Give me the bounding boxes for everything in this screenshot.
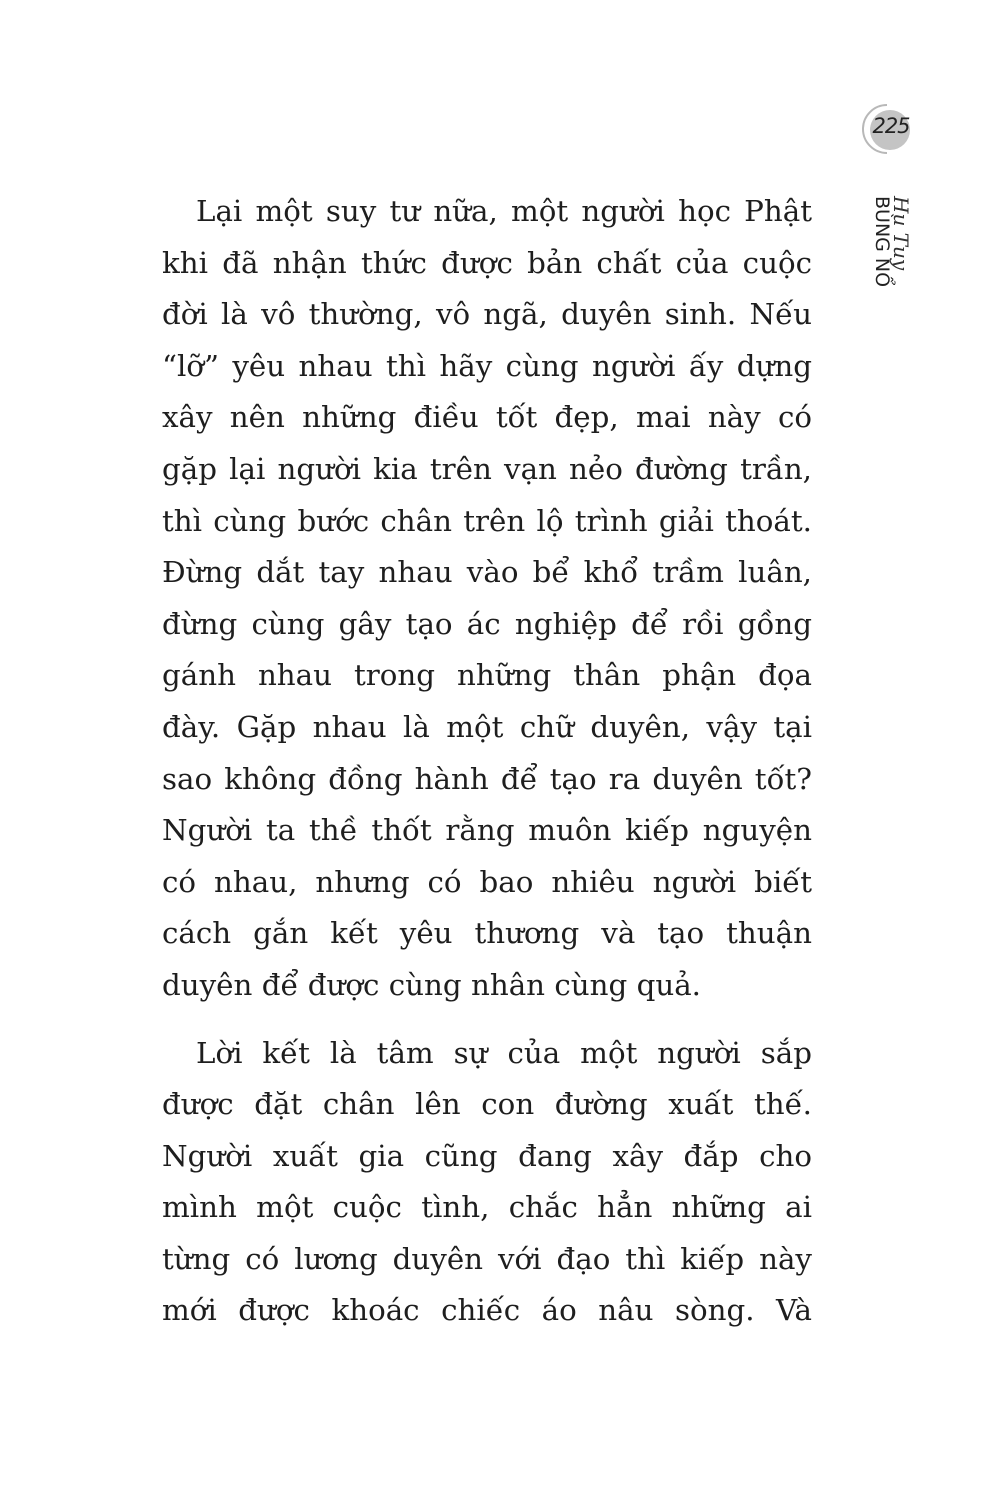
text-line: Đừng dắt tay nhau vào bể khổ trầm luân,: [162, 555, 812, 590]
text-line: Lại một suy tư nữa, một người học Phật: [196, 194, 812, 228]
text-line: Người xuất gia cũng đang xây đắp cho: [162, 1138, 812, 1173]
book-title: BÙNG NỔ: [871, 196, 893, 288]
running-title: [839, 190, 959, 290]
text-line: gánh nhau trong những thân phận đọa: [162, 658, 812, 693]
body-text: [162, 186, 812, 1353]
text-line: mình một cuộc tình, chắc hẳn những ai: [162, 1190, 812, 1225]
text-line: đừng cùng gây tạo ác nghiệp để rồi gồng: [162, 606, 812, 641]
page-number-badge: [862, 104, 914, 156]
text-line: khi đã nhận thức được bản chất của cuộc: [162, 245, 812, 280]
paragraph: [162, 186, 812, 1012]
text-line: cách gắn kết yêu thương và tạo thuận: [162, 916, 812, 951]
text-line: xây nên những điều tốt đẹp, mai này có: [162, 400, 812, 435]
text-line: có nhau, nhưng có bao nhiêu người biết: [162, 864, 812, 899]
text-line: được đặt chân lên con đường xuất thế.: [162, 1087, 812, 1122]
text-line: thì cùng bước chân trên lộ trình giải thoát.: [162, 503, 812, 538]
text-line: Lời kết là tâm sự của một người sắp: [196, 1035, 812, 1070]
text-line: sao không đồng hành để tạo ra duyên tốt?: [162, 761, 812, 796]
text-line: duyên để được cùng nhân cùng quả.: [162, 967, 701, 1002]
paragraph: [162, 1028, 812, 1338]
author-signature: Hu Tuy: [889, 196, 913, 271]
text-line: đời là vô thường, vô ngã, duyên sinh. Nếu: [162, 297, 812, 332]
text-line: Người ta thề thốt rằng muôn kiếp nguyện: [162, 813, 812, 848]
text-line: từng có lương duyên với đạo thì kiếp này: [162, 1241, 812, 1276]
text-line: gặp lại người kia trên vạn nẻo đường trần,: [162, 451, 812, 486]
page-number: 225: [872, 114, 910, 138]
text-line: đày. Gặp nhau là một chữ duyên, vậy tại: [162, 709, 812, 744]
text-line: mới được khoác chiếc áo nâu sòng. Và: [162, 1293, 812, 1328]
text-line: “lỡ” yêu nhau thì hãy cùng người ấy dựng: [162, 348, 812, 383]
